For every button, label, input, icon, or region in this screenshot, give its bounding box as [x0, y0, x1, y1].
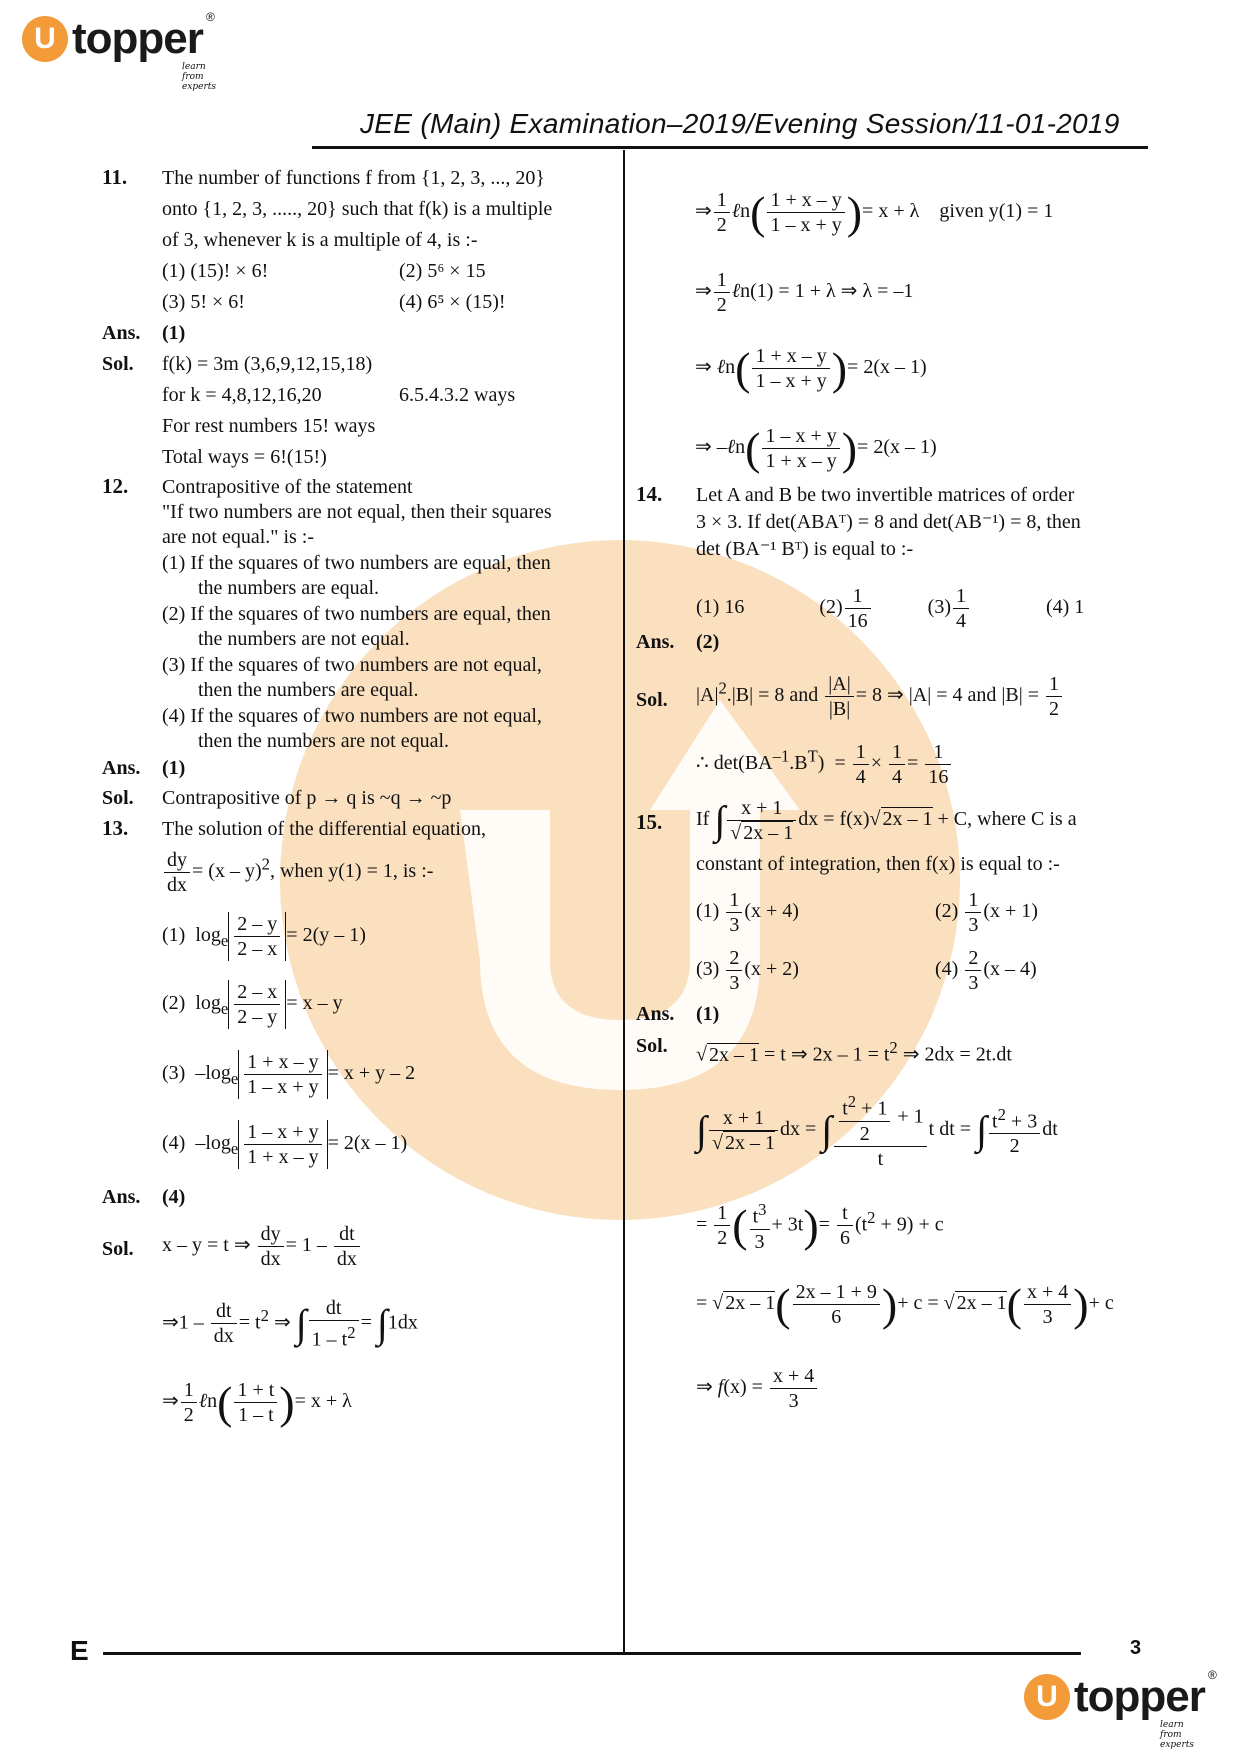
q14-sol-line2: ∴ $\det(BA^{-1}.B^T)$ = $\frac{1}{4}$ × $\frac{1}{4}$ = $\frac{1}{16}$ [696, 740, 953, 789]
q11-sol-line2a: for k = 4,8,12,16,20 [162, 384, 322, 406]
brand-logo-top [22, 10, 217, 92]
q14-options: (1) 16 (2) $\frac{1}{16}$ (3) $\frac{1}{4}$ (4) 1 [696, 585, 1085, 632]
q11-answer-label: Ans. [102, 322, 141, 344]
q11-sol-line2b: 6.5.4.3.2 ways [399, 384, 516, 406]
q13-sol-line2: ⇒1 – $\frac{dt}{dx}$ = $t^2$ ⇒ ∫ $\frac{dt}{1 - t^2}$ = ∫1dx [162, 1297, 418, 1351]
q11-line1: The number of functions f from {1, 2, 3, ..., 20} [162, 167, 546, 189]
q12-answer: (1) [162, 757, 186, 779]
q14-line1: Let A and B be two invertible matrices of order [696, 484, 1075, 506]
q11-option1: (1) (15)! × 6! [162, 260, 269, 282]
brand-tagline: learn from experts [182, 62, 217, 92]
brand-reg: ® [206, 10, 215, 24]
q13-sol-line3: ⇒ $\frac{1}{2}$ ℓn( $\frac{1 + t}{1 - t}$ )= x + λ [162, 1376, 352, 1428]
q14-option1: (1) 16 [696, 596, 745, 619]
q12-option3b: then the numbers are equal. [198, 679, 419, 701]
q14-line2: 3 × 3. If det(ABAᵀ) = 8 and det(AB⁻¹) = 8, then [696, 511, 1081, 533]
q11-option2: (2) 5⁶ × 15 [399, 260, 486, 282]
q13-sol-line4: ⇒ $\frac{1}{2}$ ℓn( $\frac{1 + x - y}{1 - x + y}$ )= x + λ given y(1) = 1 [695, 186, 1054, 238]
brand-mark-icon: U [22, 16, 68, 62]
q15-number: 15. [636, 810, 663, 834]
q14-answer: (2) [696, 631, 720, 653]
q13-option4: (4) $-\log_e$ $\frac{1 - x + y}{1 + x - y}$ = 2(x – 1) [162, 1121, 408, 1168]
q13-answer: (4) [162, 1186, 186, 1208]
q15-sol-line1: √ 2x – 1 = t ⇒ $2x - 1 = t^2$ ⇒ 2dx = 2t.dt [696, 1038, 1012, 1066]
q15-option3: (3) $\frac{2}{3}$ (x + 2) [696, 947, 799, 994]
q11-line2: onto {1, 2, 3, ....., 20} such that f(k) is a multiple [162, 198, 553, 220]
q12-answer-label: Ans. [102, 757, 141, 779]
q11-line3: of 3, whenever k is a multiple of 4, is :- [162, 229, 478, 251]
q14-sol-line1: $|A|^2.|B| = 8$ and $\frac{|A|}{|B|}$ = 8 ⇒ |A| = 4 and |B| = $\frac{1}{2}$ [696, 672, 1064, 721]
q13-condition: , when y(1) = 1, is :- [269, 860, 434, 883]
q15-sol-line5: ⇒ f(x) = $\frac{x + 4}{3}$ [696, 1364, 819, 1413]
brand-logo-bottom [1024, 1668, 1217, 1750]
q15-option1: (1) $\frac{1}{3}$ (x + 4) [696, 889, 799, 936]
q13-sol-line6: ⇒ ℓn( $\frac{1 + x - y}{1 - x + y}$ )= 2(x – 1) [695, 342, 927, 394]
q12-number: 12. [102, 474, 129, 498]
q15-sol-line3: = $\frac{1}{2}$ ( $\frac{t^3}{3}$ + 3t)= $\frac{t}{6}$ $(t^2 + 9) + c$ [696, 1199, 944, 1253]
q15-answer-label: Ans. [636, 1003, 675, 1025]
q14-answer-label: Ans. [636, 631, 675, 653]
q12-option2a: (2) If the squares of two numbers are equal, then [162, 603, 551, 625]
q13-option2: (2) $\log_e$ $\frac{2 - x}{2 - y}$ = x – y [162, 981, 343, 1028]
q13-sol-line7: ⇒ –ℓn( $\frac{1 - x + y}{1 + x - y}$ )= 2(x – 1) [695, 422, 937, 474]
q13-equation: $\frac{dy}{dx}$ = (x – y)$^2$, when y(1) = 1, is :- [162, 848, 433, 897]
q12-sol-line1: Contrapositive of p → q is ~q → ~p [162, 787, 452, 809]
q11-number: 11. [102, 165, 128, 189]
q11-option4: (4) 6⁵ × (15)! [399, 291, 506, 313]
q12-option3a: (3) If the squares of two numbers are not equal, [162, 654, 542, 676]
q12-solution-label: Sol. [102, 787, 134, 809]
section-label: E [70, 1635, 89, 1666]
q12-line1: Contrapositive of the statement [162, 476, 413, 498]
q14-solution-label: Sol. [636, 689, 668, 711]
q15-sol-line2: ∫ $\frac{x + 1}{√ 2x - 1}$ dx = ∫ $\frac{t^2 + 1}{2}$ + 1 t t dt = ∫ $\frac{t^2 + 3}{2}$ dt [696, 1092, 1058, 1170]
q15-answer: (1) [696, 1003, 720, 1025]
header-divider [312, 146, 1148, 149]
q11-sol-line1: f(k) = 3m (3,6,9,12,15,18) [162, 353, 373, 375]
q13-line1: The solution of the differential equation, [162, 818, 486, 840]
q12-line2: "If two numbers are not equal, then their squares [162, 501, 552, 523]
page-number: 3 [1130, 1637, 1142, 1659]
q15-where: , where C is a [967, 808, 1077, 831]
q13-option1: (1) $\log_e$ $\frac{2 - y}{2 - x}$ = 2(y – 1) [162, 913, 366, 960]
q12-option2b: the numbers are not equal. [198, 628, 410, 650]
footer-divider [103, 1652, 1081, 1655]
brand-name-bottom: topper [1074, 1672, 1205, 1721]
brand-reg-bottom: ® [1208, 1668, 1217, 1682]
q12-option1b: the numbers are equal. [198, 577, 380, 599]
exam-title: JEE (Main) Examination–2019/Evening Session/11-01-2019 [360, 108, 1120, 139]
q15-option2: (2) $\frac{1}{3}$ (x + 1) [935, 889, 1038, 936]
q14-option4: (4) 1 [1045, 596, 1085, 619]
q13-given: given y(1) = 1 [939, 200, 1054, 223]
q12-option1a: (1) If the squares of two numbers are equal, then [162, 552, 551, 574]
q11-option3: (3) 5! × 6! [162, 291, 245, 313]
brand-mark-bottom-icon: U [1024, 1674, 1070, 1720]
q13-option3: (3) $-\log_e$ $\frac{1 + x - y}{1 - x + y}$ = x + y – 2 [162, 1051, 416, 1098]
q13-sol-line1: x – y = t ⇒ $\frac{dy}{dx}$ = 1 – $\frac{dt}{dx}$ [162, 1222, 362, 1271]
q11-sol-line3: For rest numbers 15! ways [162, 415, 376, 437]
q15-sol-line4: = √ 2x – 1( $\frac{2x - 1 + 9}{6}$ )+ c = √ 2x – 1( $\frac{x + 4}{3}$ )+ c [696, 1278, 1114, 1330]
q13-sol-line5: ⇒ $\frac{1}{2}$ ℓn(1) = 1 + λ ⇒ λ = –1 [695, 269, 914, 316]
q14-line3: det (BA⁻¹ Bᵀ) is equal to :- [696, 538, 914, 560]
column-divider [623, 150, 625, 1655]
q15-solution-label: Sol. [636, 1035, 668, 1057]
q11-sol-line4: Total ways = 6!(15!) [162, 446, 327, 468]
q14-number: 14. [636, 482, 663, 506]
brand-name: topper [72, 14, 203, 63]
q13-solution-label: Sol. [102, 1238, 134, 1260]
q12-option4b: then the numbers are not equal. [198, 730, 450, 752]
q12-option4a: (4) If the squares of two numbers are not equal, [162, 705, 542, 727]
q12-line3: are not equal." is :- [162, 526, 315, 548]
brand-tagline-bottom: learn from experts [1160, 1720, 1195, 1750]
q15-line1: If ∫ $\frac{x + 1}{√ 2x - 1}$ dx = f(x)√ 2x – 1 + C, where C is a [696, 797, 1077, 844]
q11-solution-label: Sol. [102, 353, 134, 375]
q11-answer: (1) [162, 322, 186, 344]
q15-line2: constant of integration, then f(x) is equal to :- [696, 853, 1060, 875]
q13-answer-label: Ans. [102, 1186, 141, 1208]
q13-number: 13. [102, 816, 129, 840]
q15-option4: (4) $\frac{2}{3}$ (x – 4) [935, 947, 1037, 994]
